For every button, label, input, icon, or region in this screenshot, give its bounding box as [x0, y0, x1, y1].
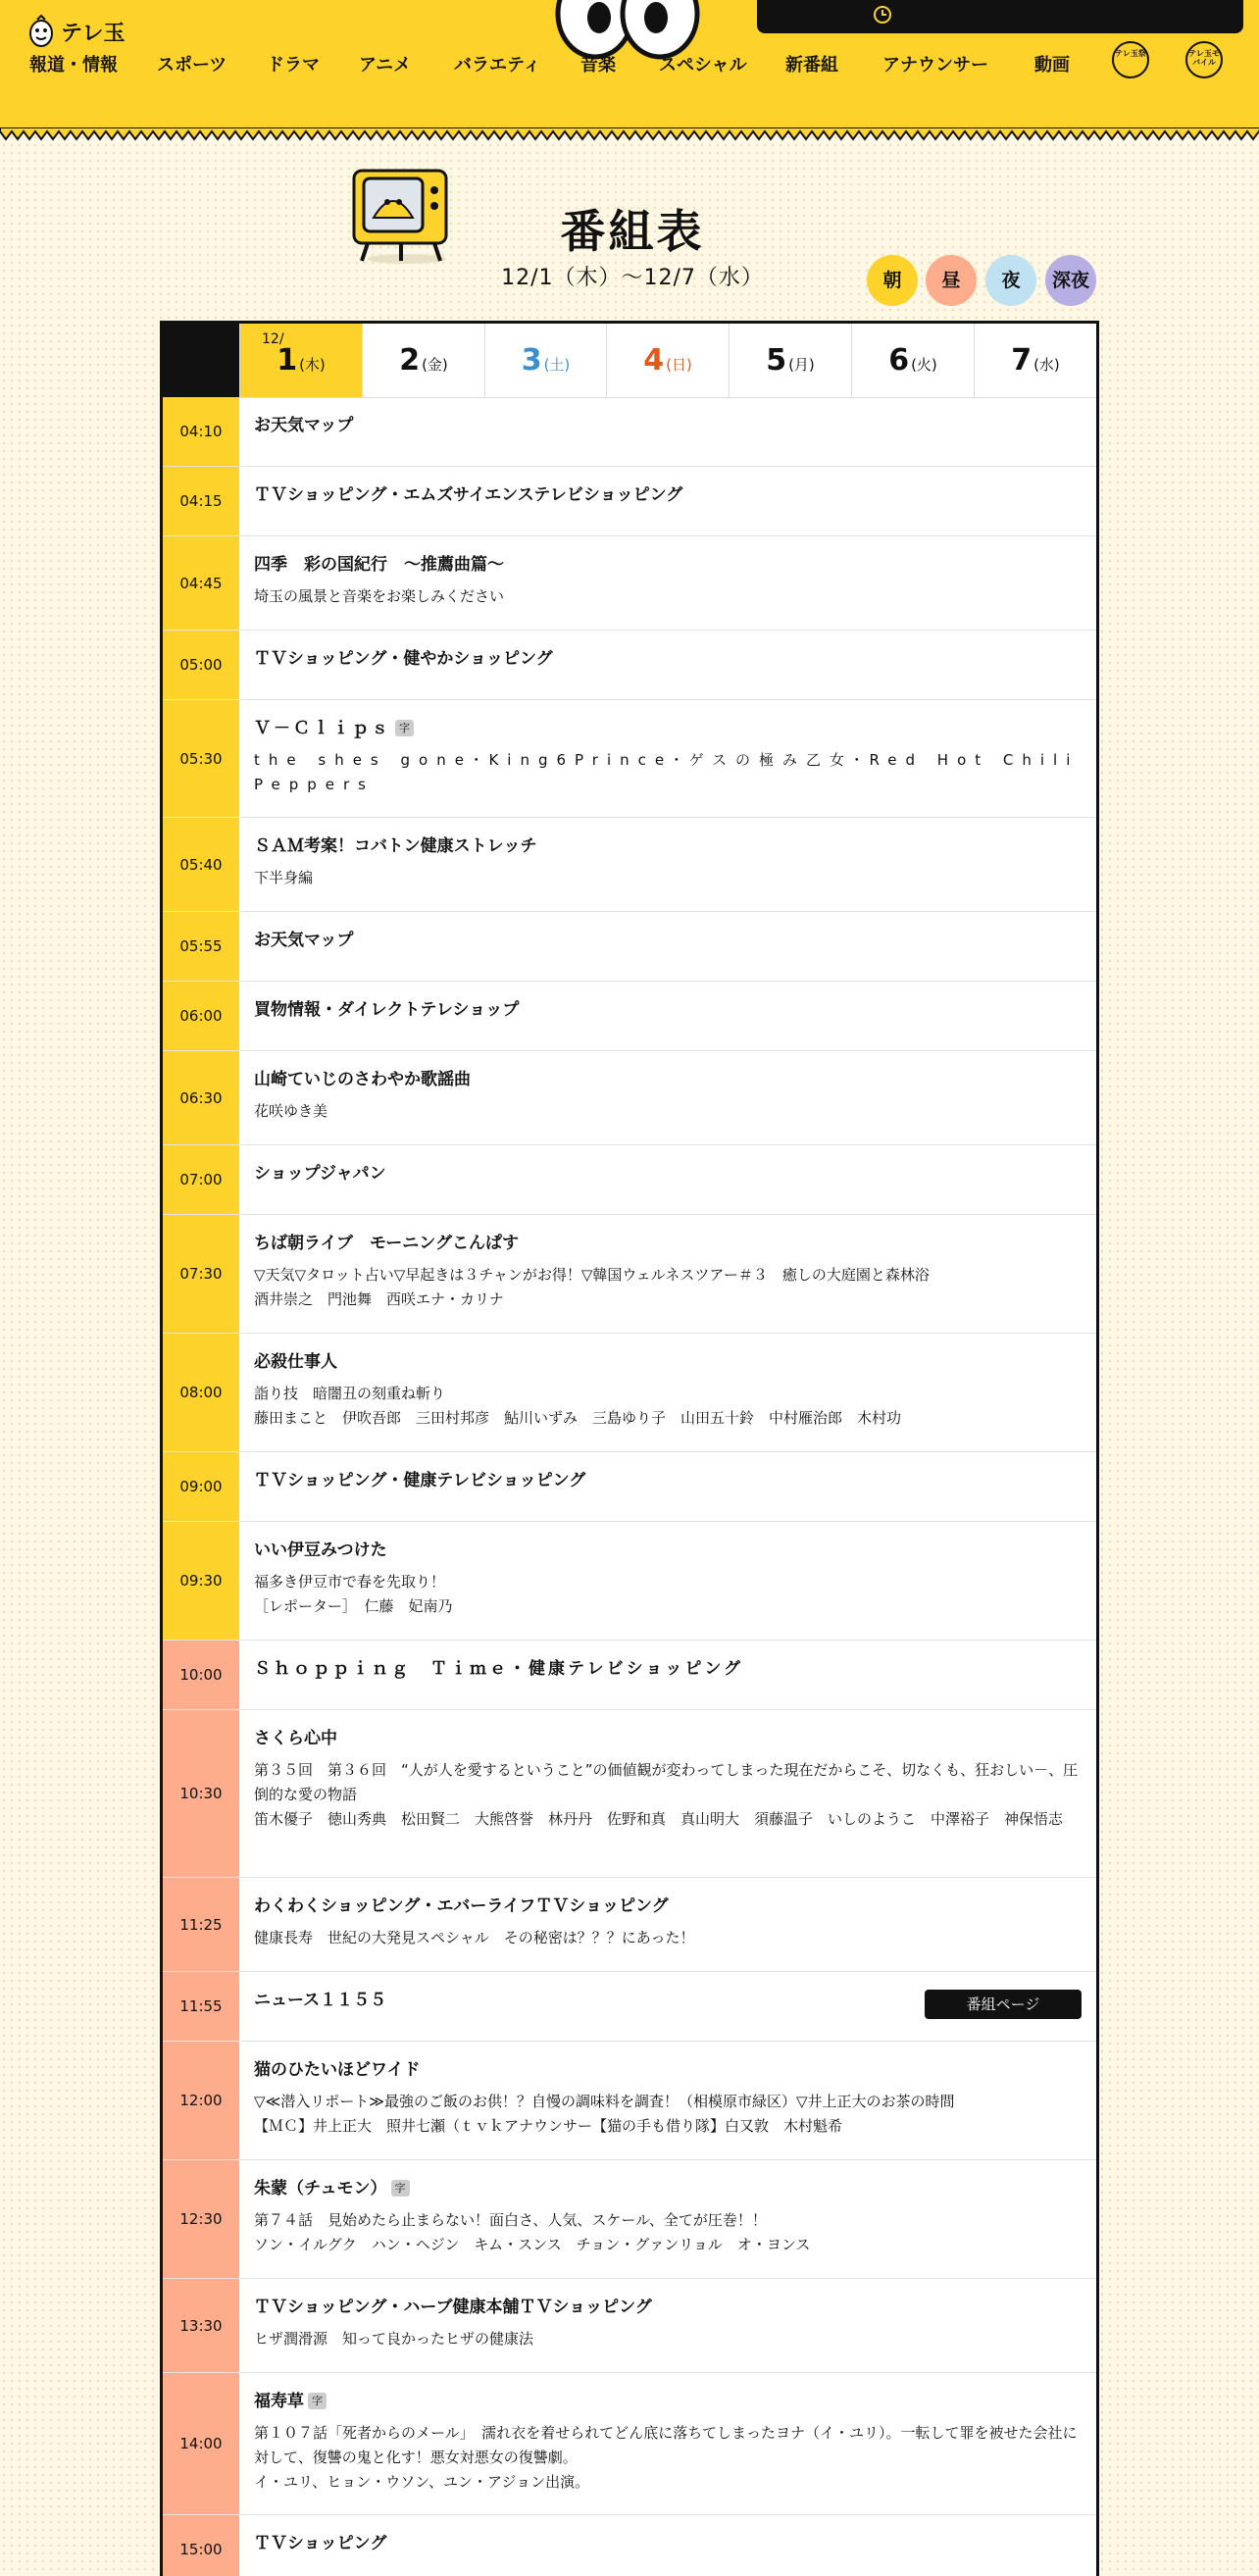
program-time: 13:30	[163, 2279, 239, 2372]
program-row[interactable]	[163, 818, 1096, 912]
program-time: 05:00	[163, 631, 239, 699]
program-time: 04:15	[163, 467, 239, 535]
subtitle-badge: 字	[391, 2180, 410, 2197]
subtitle-badge: 字	[308, 2393, 327, 2409]
tv-mascot-icon	[346, 167, 454, 265]
program-time: 05:30	[163, 700, 239, 817]
program-row[interactable]	[163, 1145, 1096, 1215]
mobile-icon[interactable]: テレ玉モバイル	[1185, 41, 1223, 78]
program-time: 10:00	[163, 1641, 239, 1709]
tab-month: 12/	[262, 331, 284, 347]
tab-day-7[interactable]: 7 (水)	[974, 324, 1096, 397]
main-nav	[0, 51, 1259, 86]
tod-noon-button[interactable]: 昼	[926, 255, 977, 306]
program-list	[163, 397, 1096, 2576]
logo-text: テレ玉	[61, 21, 126, 46]
program-title[interactable]: ショップジャパン	[254, 1164, 386, 1184]
program-title[interactable]: 買物情報・ダイレクトテレショップ	[254, 1000, 520, 1020]
nav-sports[interactable]: スポーツ	[157, 55, 227, 76]
header-zigzag-edge	[0, 127, 1259, 143]
program-time: 06:00	[163, 982, 239, 1050]
program-desc: 健康長寿 世紀の大発見スペシャル その秘密は？？？にあった！	[254, 1929, 695, 1946]
program-row[interactable]	[163, 397, 1096, 467]
program-time: 07:00	[163, 1145, 239, 1214]
program-row[interactable]	[163, 1522, 1096, 1641]
program-row[interactable]	[163, 2515, 1096, 2576]
program-row[interactable]	[163, 536, 1096, 631]
program-page-button[interactable]: 番組ページ	[925, 1990, 1082, 2019]
program-title[interactable]: ＴＶショッピング	[254, 2534, 387, 2553]
program-row[interactable]	[163, 1215, 1096, 1334]
tab-day-2[interactable]: 2 (金)	[362, 324, 484, 397]
mascot-logo-icon	[27, 14, 55, 49]
nav-music[interactable]: 音楽	[580, 55, 616, 76]
nav-drama[interactable]: ドラマ	[267, 55, 320, 76]
subtitle-badge: 字	[395, 720, 414, 736]
program-time: 12:00	[163, 2042, 239, 2159]
program-desc: ▽≪潜入リポート≫最強のご飯のお供！？自慢の調味料を調査！（相模原市緑区）▽井上正大のお茶の時間 【ＭＣ】井上正大 照井七瀬（ｔｖｋアナウンサー【猫の手も借り隊】白又敦 木村魁希	[254, 2093, 955, 2135]
program-time: 11:25	[163, 1878, 239, 1971]
program-title[interactable]: 山崎ていじのさわやか歌謡曲	[254, 1070, 471, 1089]
program-title[interactable]: ニュース１１５５	[254, 1991, 387, 2010]
program-title[interactable]: 四季 彩の国紀行 ～推薦曲篇～	[254, 555, 504, 575]
program-time: 15:00	[163, 2515, 239, 2576]
clock-bar	[757, 0, 1243, 33]
program-title[interactable]: 猫のひたいほどワイド	[254, 2060, 421, 2080]
program-row[interactable]	[163, 982, 1096, 1051]
program-time: 04:45	[163, 536, 239, 630]
program-title[interactable]: ＴＶショッピング・エムズサイエンステレビショッピング	[254, 485, 683, 505]
program-desc: 花咲ゆき美	[254, 1102, 328, 1120]
tod-night-button[interactable]: 夜	[985, 255, 1036, 306]
program-title[interactable]: Ｓｈｏｐｐｉｎｇ Ｔｉｍｅ・健康テレビショッピング	[254, 1659, 743, 1679]
program-time: 09:30	[163, 1522, 239, 1640]
nav-announcers[interactable]: アナウンサー	[882, 55, 988, 76]
tab-day-1[interactable]: 12/ 1 (木)	[239, 324, 362, 397]
site-header	[0, 0, 1259, 132]
program-row[interactable]	[163, 1051, 1096, 1145]
nav-special[interactable]: スペシャル	[659, 55, 747, 76]
nav-variety[interactable]: バラエティ	[454, 55, 541, 76]
program-desc: 下半身編	[254, 869, 314, 886]
program-row[interactable]	[163, 2042, 1096, 2160]
program-row[interactable]	[163, 2279, 1096, 2373]
nav-videos[interactable]: 動画	[1034, 55, 1070, 76]
program-time: 10:30	[163, 1710, 239, 1877]
program-desc: 詣り技 暗闇丑の刻重ね斬り 藤田まこと 伊吹吾郎 三田村邦彦 鮎川いずみ 三島ゆり子 山田五十鈴 中村雁治郎 木村功	[254, 1385, 902, 1427]
program-row[interactable]	[163, 631, 1096, 700]
tab-day-4[interactable]: 4 (日)	[606, 324, 729, 397]
program-time: 05:55	[163, 912, 239, 981]
program-title[interactable]: 朱蒙（チュモン）	[254, 2179, 387, 2198]
tod-latenight-button[interactable]: 深夜	[1045, 255, 1096, 306]
program-title[interactable]: ＴＶショッピング・ハーブ健康本舗ＴＶショッピング	[254, 2298, 652, 2317]
program-time: 08:00	[163, 1334, 239, 1451]
festival-icon[interactable]: テレ玉祭	[1112, 41, 1149, 78]
program-title[interactable]: お天気マップ	[254, 416, 354, 435]
schedule-table	[160, 321, 1099, 2576]
date-range: 12/1（木）〜12/7（水）	[501, 266, 764, 290]
program-row[interactable]	[163, 700, 1096, 818]
program-title[interactable]: Ｖ－Ｃｌｉｐｓ	[254, 719, 391, 738]
program-desc: 第３５回 第３６回 “人が人を愛するということ”の価値観が変わってしまった現在だからこそ、切なくも、狂おしい－、圧倒的な愛の物語 笛木優子 徳山秀典 松田賢二 大熊啓誉 林丹丹 佐野和真 真山明大 須藤温子 いしのようこ 中澤裕子 神保悟志	[254, 1761, 1079, 1828]
tab-day-3[interactable]: 3 (土)	[484, 324, 606, 397]
program-title[interactable]: いい伊豆みつけた	[254, 1541, 387, 1560]
program-row[interactable]	[163, 912, 1096, 982]
table-corner	[163, 324, 239, 397]
program-row[interactable]	[163, 2160, 1096, 2279]
program-row[interactable]	[163, 467, 1096, 536]
program-desc: 福多き伊豆市で春を先取り！ ［レポーター］ 仁藤 妃南乃	[254, 1573, 453, 1615]
program-row[interactable]	[163, 1452, 1096, 1522]
day-tabs	[163, 324, 1096, 398]
program-row[interactable]	[163, 2373, 1096, 2515]
program-desc: 埼玉の風景と音楽をお楽しみください	[254, 587, 505, 605]
program-title[interactable]: 必殺仕事人	[254, 1352, 337, 1372]
program-title[interactable]: ＳＡＭ考案！コバトン健康ストレッチ	[254, 836, 537, 856]
program-time: 07:30	[163, 1215, 239, 1333]
nav-anime[interactable]: アニメ	[359, 55, 412, 76]
program-time: 11:55	[163, 1972, 239, 2041]
program-title[interactable]: お天気マップ	[254, 931, 354, 950]
program-desc: the shes gone･King6Prince･ゲスの極み乙女･Red Hot Chili Peppers	[254, 751, 1080, 793]
site-logo[interactable]	[27, 14, 126, 49]
tab-day-6[interactable]: 6 (火)	[851, 324, 974, 397]
nav-news[interactable]: 報道・情報	[29, 55, 118, 76]
program-title[interactable]: ＴＶショッピング・健やかショッピング	[254, 649, 553, 669]
program-row[interactable]	[163, 1878, 1096, 1972]
program-row[interactable]	[163, 1641, 1096, 1710]
program-title[interactable]: さくら心中	[254, 1729, 337, 1748]
program-time: 05:40	[163, 818, 239, 911]
program-time: 09:00	[163, 1452, 239, 1521]
tab-day-5[interactable]: 5 (月)	[729, 324, 851, 397]
program-title[interactable]: ちば朝ライブ モーニングこんぱす	[254, 1234, 519, 1253]
program-row[interactable]	[163, 1710, 1096, 1878]
program-row[interactable]	[163, 1334, 1096, 1452]
page-title: 番組表	[560, 205, 705, 258]
program-desc: 第７４話 見始めたら止まらない！面白さ、人気、スケール、全てが圧巻！！ ソン・イルグク ハン・ヘジン キム・スンス チョン・グァンリョル オ・ヨンス	[254, 2211, 811, 2253]
program-desc: ▽天気▽タロット占い▽早起きは３チャンがお得！▽韓国ウェルネスツアー＃３ 癒しの大庭園と森林浴 酒井崇之 門池舞 西咲エナ・カリナ	[254, 1266, 930, 1308]
program-desc: 第１０７話「死者からのメール」 濡れ衣を着せられてどん底に落ちてしまったヨナ（イ・ユリ）。一転して罪を被せた会社に対して、復讐の鬼と化す！悪女対悪女の復讐劇。 イ・ユリ、ヒョン・ウソン、ユン・アジョン出演。	[254, 2424, 1078, 2491]
tod-morning-button[interactable]: 朝	[867, 255, 918, 306]
program-title[interactable]: わくわくショッピング・エバーライフＴＶショッピング	[254, 1896, 669, 1916]
program-time: 14:00	[163, 2373, 239, 2514]
program-time: 06:30	[163, 1051, 239, 1144]
program-time: 12:30	[163, 2160, 239, 2278]
clock-icon	[873, 5, 892, 29]
program-time: 04:10	[163, 397, 239, 466]
program-title[interactable]: ＴＶショッピング・健康テレビショッピング	[254, 1471, 586, 1490]
program-desc: ヒザ潤滑源 知って良かったヒザの健康法	[254, 2330, 534, 2348]
program-title[interactable]: 福寿草	[254, 2392, 304, 2411]
nav-new-programs[interactable]: 新番組	[785, 55, 838, 76]
program-row[interactable]	[163, 1972, 1096, 2042]
